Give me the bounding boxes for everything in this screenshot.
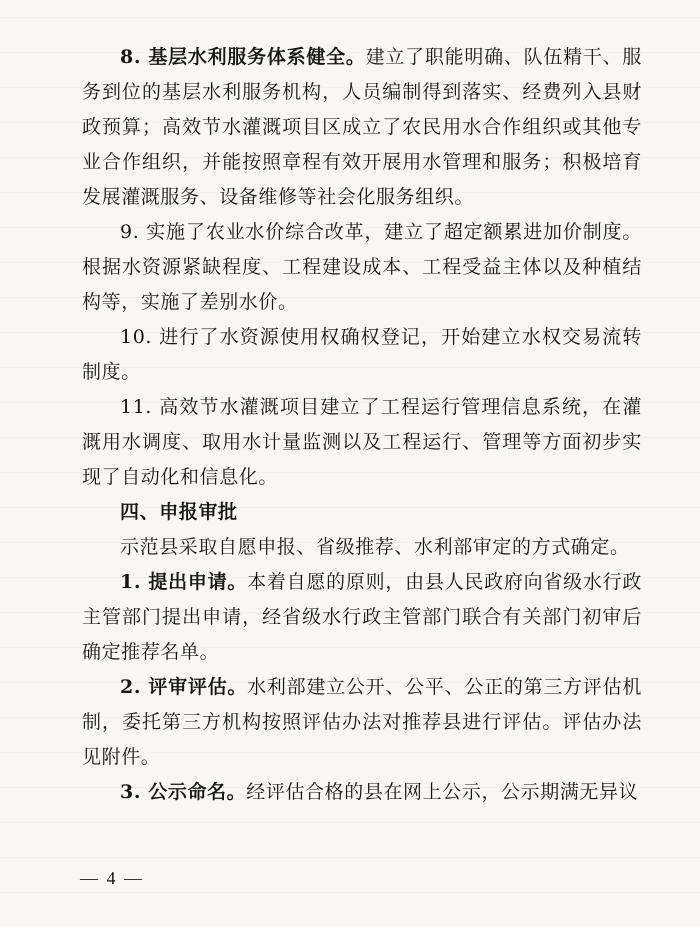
paragraph-8 (82, 40, 642, 215)
paragraph-8-lead: 8. 基层水利服务体系健全。 (120, 46, 366, 68)
section-heading: 四、申报审批 (120, 501, 238, 523)
paragraph-10: 10. 进行了水资源使用权确权登记，开始建立水权交易流转制度。 (82, 326, 642, 383)
paragraph-8-body: 建立了职能明确、队伍精干、服务到位的基层水利服务机构，人员编制得到落实、经费列入县财政预算；高效节水灌溉项目区成立了农民用水合作组织或其他专业合作组织，并能按照章程有效开展用水管理和服务；积极培育发展灌溉服务、设备维修等社会化服务组织。 (82, 46, 642, 208)
paragraph-11: 11. 高效节水灌溉项目建立了工程运行管理信息系统，在灌溉用水调度、取用水计量监测以及工程运行、管理等方面初步实现了自动化和信息化。 (82, 396, 642, 488)
step-2 (82, 670, 642, 775)
step-3-body: 经评估合格的县在网上公示，公示期满无异议 (246, 781, 639, 803)
step-1-body: 本着自愿的原则，由县人民政府向省级水行政主管部门提出申请，经省级水行政主管部门联合有关部门初审后确定推荐名单。 (82, 571, 642, 663)
step-3 (82, 775, 642, 810)
step-1-lead: 1. 提出申请。 (120, 571, 248, 593)
step-2-body: 水利部建立公开、公平、公正的第三方评估机制，委托第三方机构按照评估办法对推荐县进行评估。评估办法见附件。 (82, 676, 642, 768)
page-number: — 4 — (80, 868, 144, 888)
step-3-lead: 3. 公示命名。 (120, 781, 247, 803)
section-intro: 示范县采取自愿申报、省级推荐、水利部审定的方式确定。 (120, 536, 630, 558)
paragraph-9: 9. 实施了农业水价综合改革，建立了超定额累进加价制度。根据水资源紧缺程度、工程建设成本、工程受益主体以及种植结构等，实施了差别水价。 (82, 221, 642, 313)
step-2-lead: 2. 评审评估。 (120, 676, 248, 698)
document-body (82, 40, 642, 810)
step-1 (82, 565, 642, 670)
